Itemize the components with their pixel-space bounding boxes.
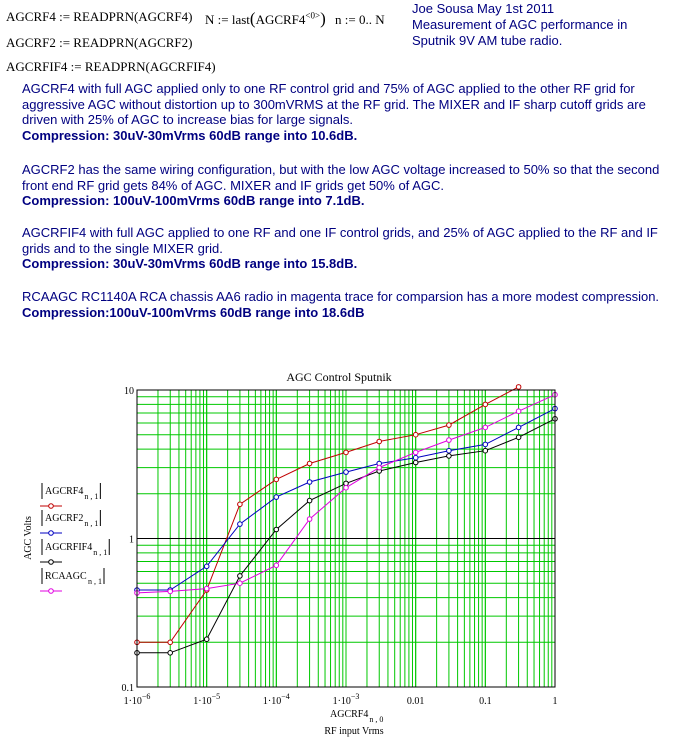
legend-swatch-marker [49, 560, 54, 565]
data-point [168, 589, 173, 594]
data-point [447, 448, 452, 453]
data-point [413, 460, 418, 465]
data-point [516, 435, 521, 440]
chart-grid [137, 390, 555, 687]
legend-swatch-marker [49, 531, 54, 536]
definition-agcrf2: AGCRF2 := READPRN(AGCRF2) [6, 35, 193, 50]
definition-agcrf4: AGCRF4 := READPRN(AGCRF4) [6, 9, 193, 24]
data-point [238, 502, 243, 507]
data-point [204, 564, 209, 569]
x-axis-label [324, 709, 383, 737]
data-point [238, 574, 243, 579]
data-point [413, 432, 418, 437]
paragraph-line: aggressive AGC without distortion up to 300mVRMS at the RF grid. The MIXER and IF sharp cutoff grids are [22, 96, 646, 112]
compression-summary: Compression:100uV-100mVrms 60dB range into 18.6dB [22, 304, 365, 320]
data-point [204, 637, 209, 642]
legend-subscript: n , 1 [93, 548, 108, 557]
paragraph-line: AGCRF2 has the same wiring configuration, but with the low AGC voltage increased to 50% so that the second [22, 162, 660, 177]
paragraph-line: grids and to the single MIXER grid. [22, 240, 223, 256]
author-note-line: Measurement of AGC performance in [412, 17, 628, 32]
x-tick-label: $1\cdot 10^{-4}$ [262, 692, 290, 707]
x-axis-label-sub: n , 0 [369, 715, 384, 724]
data-point [483, 402, 488, 407]
chart-title: AGC Control Sputnik [286, 370, 392, 384]
data-point [413, 455, 418, 460]
paragraph-line: RCAAGC RC1140A RCA chassis AA6 radio in magenta trace for comparsion has a more modest compression. [22, 289, 660, 304]
definition-n-superscript: <0> [305, 10, 321, 21]
data-point [483, 448, 488, 453]
definition-agcrfif4: AGCRFIF4 := READPRN(AGCRFIF4) [6, 59, 216, 74]
data-point [344, 470, 349, 475]
legend-swatch-marker [49, 504, 54, 509]
data-point [516, 409, 521, 414]
data-point [377, 465, 382, 470]
legend-label: AGCRF4 [45, 486, 84, 497]
legend-subscript: n , 1 [84, 492, 99, 501]
y-tick-label: 1 [129, 534, 134, 546]
x-axis-label-main: AGCRF4 [330, 709, 369, 720]
x-axis-label-units: RF input Vrms [324, 726, 384, 737]
x-tick-label: $1\cdot 10^{-5}$ [193, 692, 221, 707]
data-point [447, 454, 452, 459]
paragraph-line: front end RF grid gets 84% of AGC. MIXER and IF grids get 50% of AGC. [22, 177, 444, 193]
data-point [168, 651, 173, 656]
chart-legend [40, 483, 109, 593]
data-point [344, 485, 349, 490]
legend-subscript: n , 1 [84, 519, 99, 528]
data-point [274, 563, 279, 568]
data-point [483, 425, 488, 430]
data-point [516, 385, 521, 390]
data-point [204, 586, 209, 591]
y-axis-label: AGC Volts [23, 516, 34, 560]
data-point [238, 581, 243, 586]
definition-n: N := $last(AGCRF4^{<0>})$ n := 0.. N [205, 9, 385, 28]
data-point [307, 480, 312, 485]
author-note-line: Sputnik 9V AM tube radio. [412, 33, 563, 48]
data-point [274, 495, 279, 500]
definition-n-arg: AGCRF4 [255, 12, 306, 27]
definition-range: n := 0.. N [335, 12, 385, 27]
data-point [516, 425, 521, 430]
compression-summary: Compression: 30uV-30mVrms 60dB range into 10.6dB. [22, 127, 358, 143]
data-point [274, 527, 279, 532]
x-tick-label: 0.1 [479, 696, 492, 707]
data-point [483, 442, 488, 447]
author-note-line: Joe Sousa May 1st 2011 [412, 1, 555, 16]
data-point [413, 450, 418, 455]
data-point [377, 439, 382, 444]
data-point [238, 522, 243, 527]
data-point [168, 640, 173, 645]
data-point [344, 450, 349, 455]
legend-subscript: n , 1 [88, 577, 103, 586]
data-point [307, 517, 312, 522]
data-point [447, 423, 452, 428]
legend-entry-rcaagc [40, 568, 104, 593]
legend-label: AGCRFIF4 [45, 542, 93, 553]
x-tick-label: $1\cdot 10^{-6}$ [123, 692, 151, 707]
legend-swatch-marker [49, 589, 54, 594]
paragraph-line: driven with 25% of AGC to increase bias for large signals. [22, 112, 353, 127]
x-tick-label: $1\cdot 10^{-3}$ [332, 692, 360, 707]
x-tick-label: 1 [552, 696, 558, 707]
legend-entry-agcrf2 [40, 510, 100, 535]
legend-entry-agcrfif4 [40, 539, 109, 564]
legend-label: RCAAGC [45, 571, 87, 582]
data-point [307, 461, 312, 466]
data-point [447, 438, 452, 443]
data-point [274, 477, 279, 482]
legend-label: AGCRF2 [45, 513, 84, 524]
y-tick-label: 0.1 [121, 683, 134, 694]
legend-entry-agcrf4 [40, 483, 100, 508]
paragraph-line: AGCRFIF4 with full AGC applied to one RF and one IF control grids, and 25% of AGC applied to the RF and IF [22, 225, 658, 240]
x-tick-label: 0.01 [406, 696, 425, 707]
compression-summary: Compression: 100uV-100mVrms 60dB range into 7.1dB. [22, 193, 365, 208]
definition-n-prefix: N := last [205, 12, 250, 27]
y-tick-label: 10 [124, 386, 134, 397]
compression-summary: Compression: 30uV-30mVrms 60dB range into 15.8dB. [22, 256, 358, 271]
data-point [307, 498, 312, 503]
paragraph-line: AGCRF4 with full AGC applied only to one RF control grid and 75% of AGC applied to the other RF grid for [22, 81, 635, 96]
